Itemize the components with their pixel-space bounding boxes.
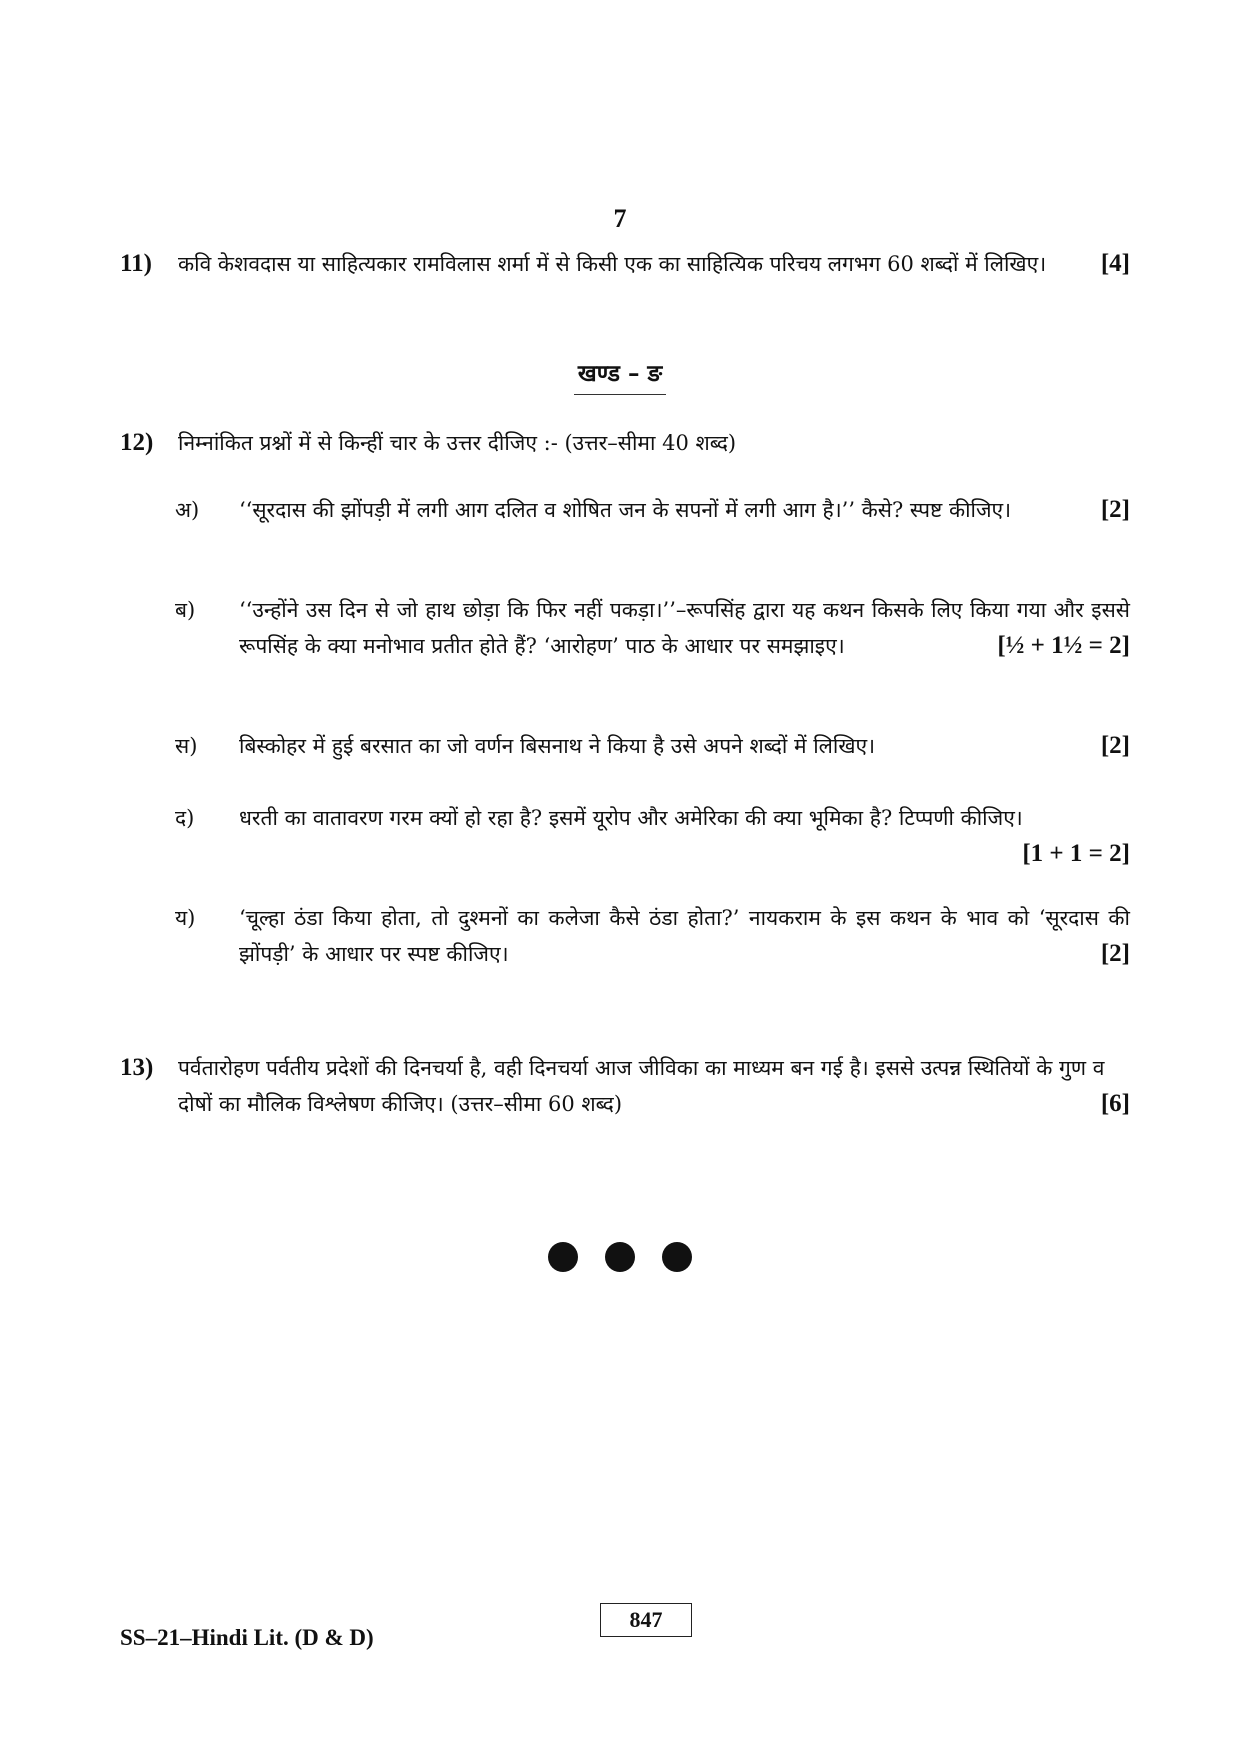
dot-icon [662,1242,692,1272]
sub-question-b: ब) ‘‘उन्होंने उस दिन से जो हाथ छोड़ा कि फिर नहीं पकड़ा।’’–रूपसिंह द्वारा यह कथन किसके लिए किया गया और इससे रूपसिंह के क्या मनोभाव प्रतीत होते हैं? ‘आरोहण’ पाठ के आधार पर समझाइए। [½ + 1½ = 2] [175,592,1130,664]
question-number: 12) [120,429,154,456]
question-number: 13) [120,1054,154,1081]
question-number: 11) [120,250,152,277]
paper-number-box: 847 [600,1603,692,1637]
marks: [4] [1100,250,1130,277]
marks: [2] [1100,940,1130,967]
marks: [1 + 1 = 2] [1022,840,1130,867]
question-12 [120,425,1130,461]
question-text: पर्वतारोहण पर्वतीय प्रदेशों की दिनचर्या है, वही दिनचर्या आज जीविका का माध्यम बन गई है। इससे उत्पन्न स्थितियों के गुण व दोषों का मौलिक विश्लेषण कीजिए। (उत्तर–सीमा 60 शब्द) [6] [178,1050,1130,1122]
question-11 [120,246,1130,282]
marks: [2] [1100,732,1130,759]
sub-label: द) [175,806,195,830]
dot-icon [605,1242,635,1272]
section-heading: खण्ड – ङ [0,356,1240,395]
sub-question-d: द) धरती का वातावरण गरम क्यों हो रहा है? इसमें यूरोप और अमेरिका की क्या भूमिका है? टिप्पणी कीजिए। [1 + 1 = 2] [175,800,1130,872]
question-13 [120,1050,1130,1122]
marks: [6] [1100,1090,1130,1117]
sub-question-c: स) बिस्कोहर में हुई बरसात का जो वर्णन बिसनाथ ने किया है उसे अपने शब्दों में लिखिए। [2] [175,728,1130,764]
dot-icon [548,1242,578,1272]
sub-question-a: अ) ‘‘सूरदास की झोंपड़ी में लगी आग दलित व शोषित जन के सपनों में लगी आग है।’’ कैसे? स्पष्ट कीजिए। [2] [175,492,1130,528]
sub-label: स) [175,734,198,758]
sub-label: अ) [175,498,200,522]
sub-label: ब) [175,598,196,622]
question-text: कवि केशवदास या साहित्यकार रामविलास शर्मा में से किसी एक का साहित्यिक परिचय लगभग 60 शब्दों में लिखिए। [4] [178,246,1130,282]
marks: [½ + 1½ = 2] [997,632,1130,659]
marks: [2] [1100,496,1130,523]
question-text: निम्नांकित प्रश्नों में से किन्हीं चार के उत्तर दीजिए :- (उत्तर–सीमा 40 शब्द) [178,431,737,455]
sub-label: य) [175,906,196,930]
end-marker [0,1242,1240,1276]
sub-question-e: य) ‘चूल्हा ठंडा किया होता, तो दुश्मनों का कलेजा कैसे ठंडा होता?’ नायकराम के इस कथन के भाव को ‘सूरदास की झोंपड़ी’ के आधार पर स्पष्ट कीजिए। [2] [175,900,1130,972]
paper-code: SS–21–Hindi Lit. (D & D) [120,1625,374,1650]
page-number: 7 [613,204,627,233]
